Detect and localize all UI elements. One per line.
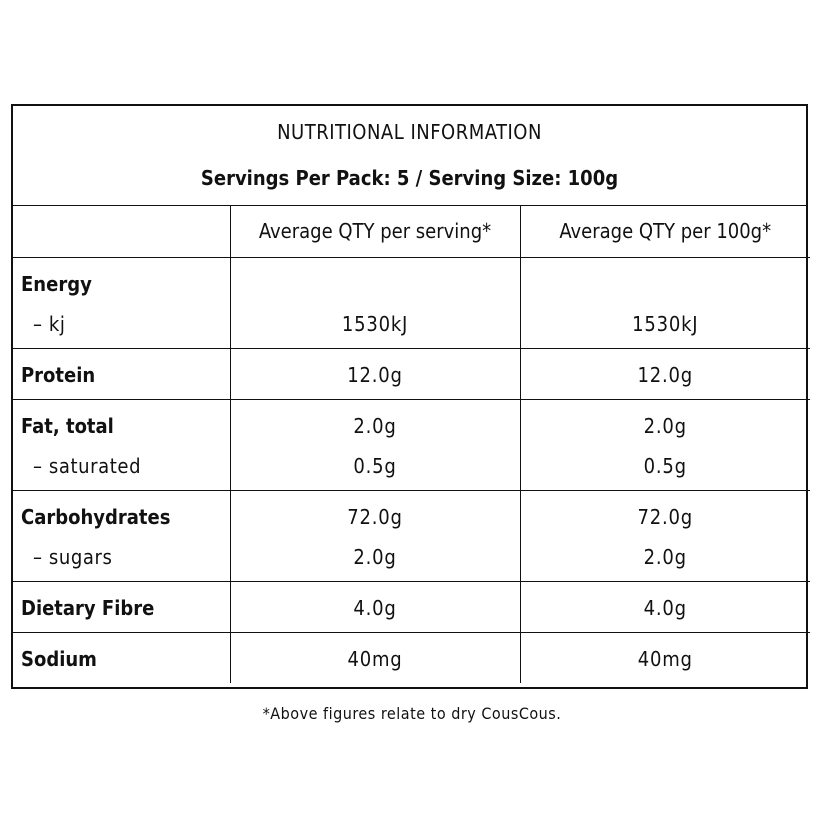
nutrient-name: Sodium [21, 647, 97, 671]
nutrient-sub-name: – saturated [33, 454, 142, 478]
nutrient-label-cell [13, 258, 230, 349]
nutrient-value: 2.0g [353, 414, 397, 438]
panel-header [13, 106, 806, 206]
nutrient-value: 4.0g [353, 596, 397, 620]
nutrient-sub-name: – sugars [33, 545, 113, 569]
table-header-row [13, 206, 810, 258]
nutrient-label-cell [13, 400, 230, 491]
per-100g-cell [520, 491, 810, 582]
per-serving-cell [230, 400, 520, 491]
nutrient-value [521, 264, 811, 304]
servings-info: Servings Per Pack: 5 / Serving Size: 100g [200, 166, 619, 190]
header-cell-per-serving: Average QTY per serving* [230, 206, 520, 258]
header-cell-per-100g: Average QTY per 100g* [520, 206, 810, 258]
per-serving-cell [230, 349, 520, 400]
nutrition-panel [11, 104, 808, 689]
nutrient-value: 12.0g [347, 363, 403, 387]
per-100g-cell [520, 582, 810, 633]
nutrient-value: 72.0g [637, 505, 693, 529]
table-row [13, 582, 810, 633]
nutrient-value: 2.0g [643, 545, 687, 569]
nutrient-value: 2.0g [353, 545, 397, 569]
per-serving-cell [230, 633, 520, 684]
panel-title: NUTRITIONAL INFORMATION [277, 120, 542, 144]
nutrient-value: 72.0g [347, 505, 403, 529]
nutrient-value: 0.5g [353, 454, 397, 478]
nutrition-table [13, 206, 810, 683]
per-serving-cell [230, 582, 520, 633]
nutrient-value: 40mg [347, 647, 403, 671]
nutrient-value: 40mg [637, 647, 693, 671]
table-row [13, 258, 810, 349]
nutrient-label-cell [13, 349, 230, 400]
nutrient-label-cell [13, 582, 230, 633]
per-serving-cell [230, 491, 520, 582]
nutrient-value: 1530kJ [632, 312, 699, 336]
nutrient-sub-name: – kj [33, 312, 66, 336]
table-row [13, 400, 810, 491]
footnote: *Above figures relate to dry CousCous. [262, 704, 562, 723]
per-100g-cell [520, 258, 810, 349]
nutrient-name: Energy [21, 272, 92, 296]
per-100g-cell [520, 349, 810, 400]
nutrient-value: 1530kJ [341, 312, 409, 336]
nutrient-value: 2.0g [643, 414, 687, 438]
table-row [13, 349, 810, 400]
nutrient-label-cell [13, 633, 230, 684]
nutrient-value: 12.0g [637, 363, 693, 387]
nutrient-name: Fat, total [21, 414, 114, 438]
nutrient-name: Dietary Fibre [21, 596, 155, 620]
nutrient-value [231, 264, 520, 304]
nutrient-label-cell [13, 491, 230, 582]
nutrient-value: 4.0g [643, 596, 687, 620]
nutrient-value: 0.5g [643, 454, 687, 478]
table-row [13, 491, 810, 582]
nutrient-name: Protein [21, 363, 96, 387]
per-100g-cell [520, 633, 810, 684]
per-serving-cell [230, 258, 520, 349]
table-row [13, 633, 810, 684]
per-100g-cell [520, 400, 810, 491]
header-cell-nutrient [13, 206, 230, 258]
nutrient-name: Carbohydrates [21, 505, 171, 529]
